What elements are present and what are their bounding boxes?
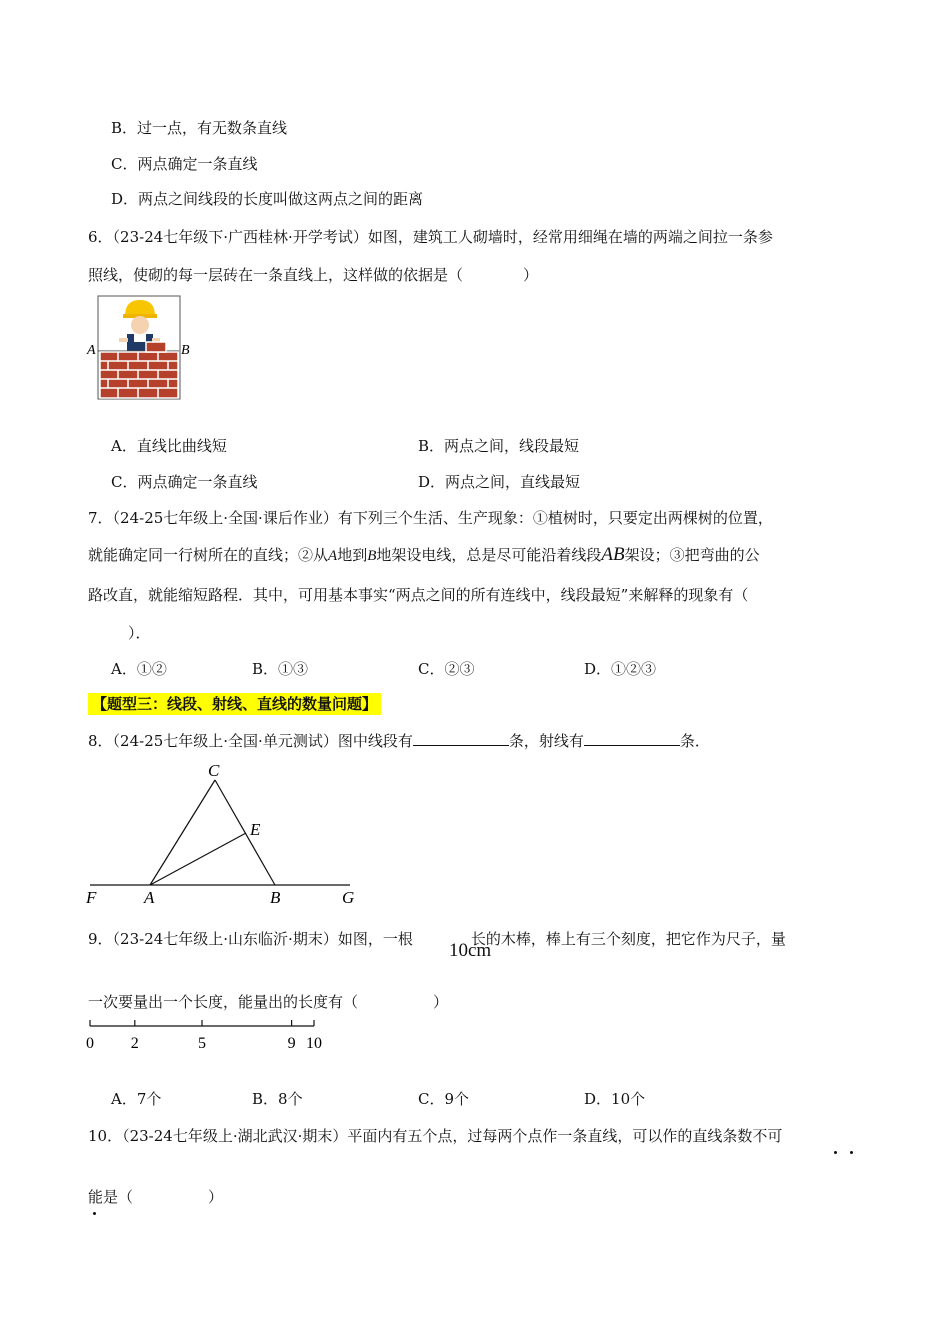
ruler-label-2: 2: [130, 1035, 139, 1052]
section-tag: 【题型三：线段、射线、直线的数量问题】: [88, 693, 381, 715]
ruler-label-5: 5: [198, 1035, 206, 1052]
emphasis-dot: [834, 1151, 837, 1154]
q10-line1: [88, 1126, 782, 1146]
answer-blank-rays[interactable]: [584, 731, 680, 746]
q7-line1: [88, 508, 773, 528]
q7-stem-2c: 地架设电线，总是尽可能沿着线段: [376, 546, 602, 564]
emphasis-dot: [850, 1151, 853, 1154]
q7-stem-1: （24-25七年级上·全国·课后作业）有下列三个生活、生产现象：①植树时，只要定出两棵树的位置，: [112, 509, 773, 527]
triangle-figure: [80, 758, 370, 908]
q9-option-d: D．10个: [584, 1090, 646, 1108]
brick-wall-figure: [86, 294, 190, 402]
q7-stem-4: ）．: [128, 624, 151, 642]
label-c: C: [208, 761, 220, 780]
segment-ac: [150, 780, 215, 885]
answer-blank-segments[interactable]: [413, 731, 509, 746]
q6-line1: [88, 227, 773, 247]
q9-number: 9．: [88, 930, 113, 948]
ruler-figure: [80, 1018, 340, 1054]
q7-number: 7．: [88, 509, 113, 527]
q8-line: [88, 731, 710, 751]
q5-option-b: B．过一点，有无数条直线: [111, 119, 288, 137]
segment-cb: [215, 780, 275, 885]
q8-number: 8．: [88, 732, 113, 750]
fig6-label-b: B: [181, 343, 190, 358]
q6-option-c: C．两点确定一条直线: [111, 473, 258, 491]
q9-option-b: B．8个: [252, 1090, 303, 1108]
q6-option-a: A．直线比曲线短: [111, 437, 227, 455]
q9-line1: [88, 929, 786, 949]
fig6-label-a: A: [87, 343, 96, 358]
q7-stem-2a: 就能确定同一行树所在的直线；②从: [88, 546, 329, 564]
label-e: E: [250, 820, 261, 839]
q6-stem-2: 照线，使砌的每一层砖在一条直线上，这样做的依据是（ ）: [88, 266, 539, 284]
q6-stem-1: （23-24七年级下·广西桂林·开学考试）如图，建筑工人砌墙时，经常用细绳在墙的两端之间拉一条参: [112, 228, 773, 246]
q7-option-c: C．②③: [418, 660, 475, 678]
label-g: G: [342, 888, 355, 907]
q5-option-c: C．两点确定一条直线: [111, 155, 258, 173]
label-b: B: [270, 888, 281, 907]
label-f: F: [86, 888, 97, 907]
ruler-label-10: 10: [306, 1035, 322, 1052]
q9-stem-b: 长的木棒，棒上有三个刻度，把它作为尺子，量: [470, 930, 786, 948]
q5-option-d: D．两点之间线段的长度叫做这两点之间的距离: [111, 190, 424, 208]
q7-option-d: D．①②③: [584, 660, 657, 678]
segment-ab: AB: [601, 544, 625, 565]
q7-line2: [88, 545, 760, 566]
q8-stem-c: 条．: [679, 732, 710, 750]
q7-stem-2d: 架设；③把弯曲的公: [624, 546, 760, 564]
q7-option-b: B．①③: [252, 660, 309, 678]
q10-stem-2: 能是（ ）: [88, 1188, 224, 1206]
length-10cm: 10cm: [449, 940, 492, 961]
q6-number: 6．: [88, 228, 113, 246]
point-a: A: [328, 548, 338, 564]
q7-option-a: A．①②: [111, 660, 167, 678]
q9-option-c: C．9个: [418, 1090, 470, 1108]
ruler-label-9: 9: [287, 1035, 296, 1052]
q9-stem-a: （23-24七年级上·山东临沂·期末）如图，一根: [112, 930, 413, 948]
ruler-label-0: 0: [86, 1035, 94, 1052]
q10-number: 10．: [88, 1127, 123, 1145]
q9-option-a: A．7个: [111, 1090, 162, 1108]
point-b: B: [367, 548, 377, 564]
q7-stem-2b: 地到: [337, 546, 368, 564]
q8-stem-a: （24-25七年级上·全国·单元测试）图中线段有: [112, 732, 413, 750]
q9-stem-2: 一次要量出一个长度，能量出的长度有（ ）: [88, 993, 449, 1011]
segment-ae: [150, 833, 246, 885]
q6-option-d: D．两点之间，直线最短: [418, 473, 581, 491]
q7-stem-3: 路改直，就能缩短路程．其中，可用基本事实“两点之间的所有连线中，线段最短”来解释的现象有（: [88, 586, 749, 604]
q6-option-b: B．两点之间，线段最短: [418, 437, 580, 455]
emphasis-dot: [93, 1212, 96, 1215]
q8-stem-b: 条，射线有: [508, 732, 584, 750]
label-a: A: [144, 888, 155, 907]
q10-stem-1: （23-24七年级上·湖北武汉·期末）平面内有五个点，过每两个点作一条直线，可以作的直线条数不可: [122, 1127, 783, 1145]
